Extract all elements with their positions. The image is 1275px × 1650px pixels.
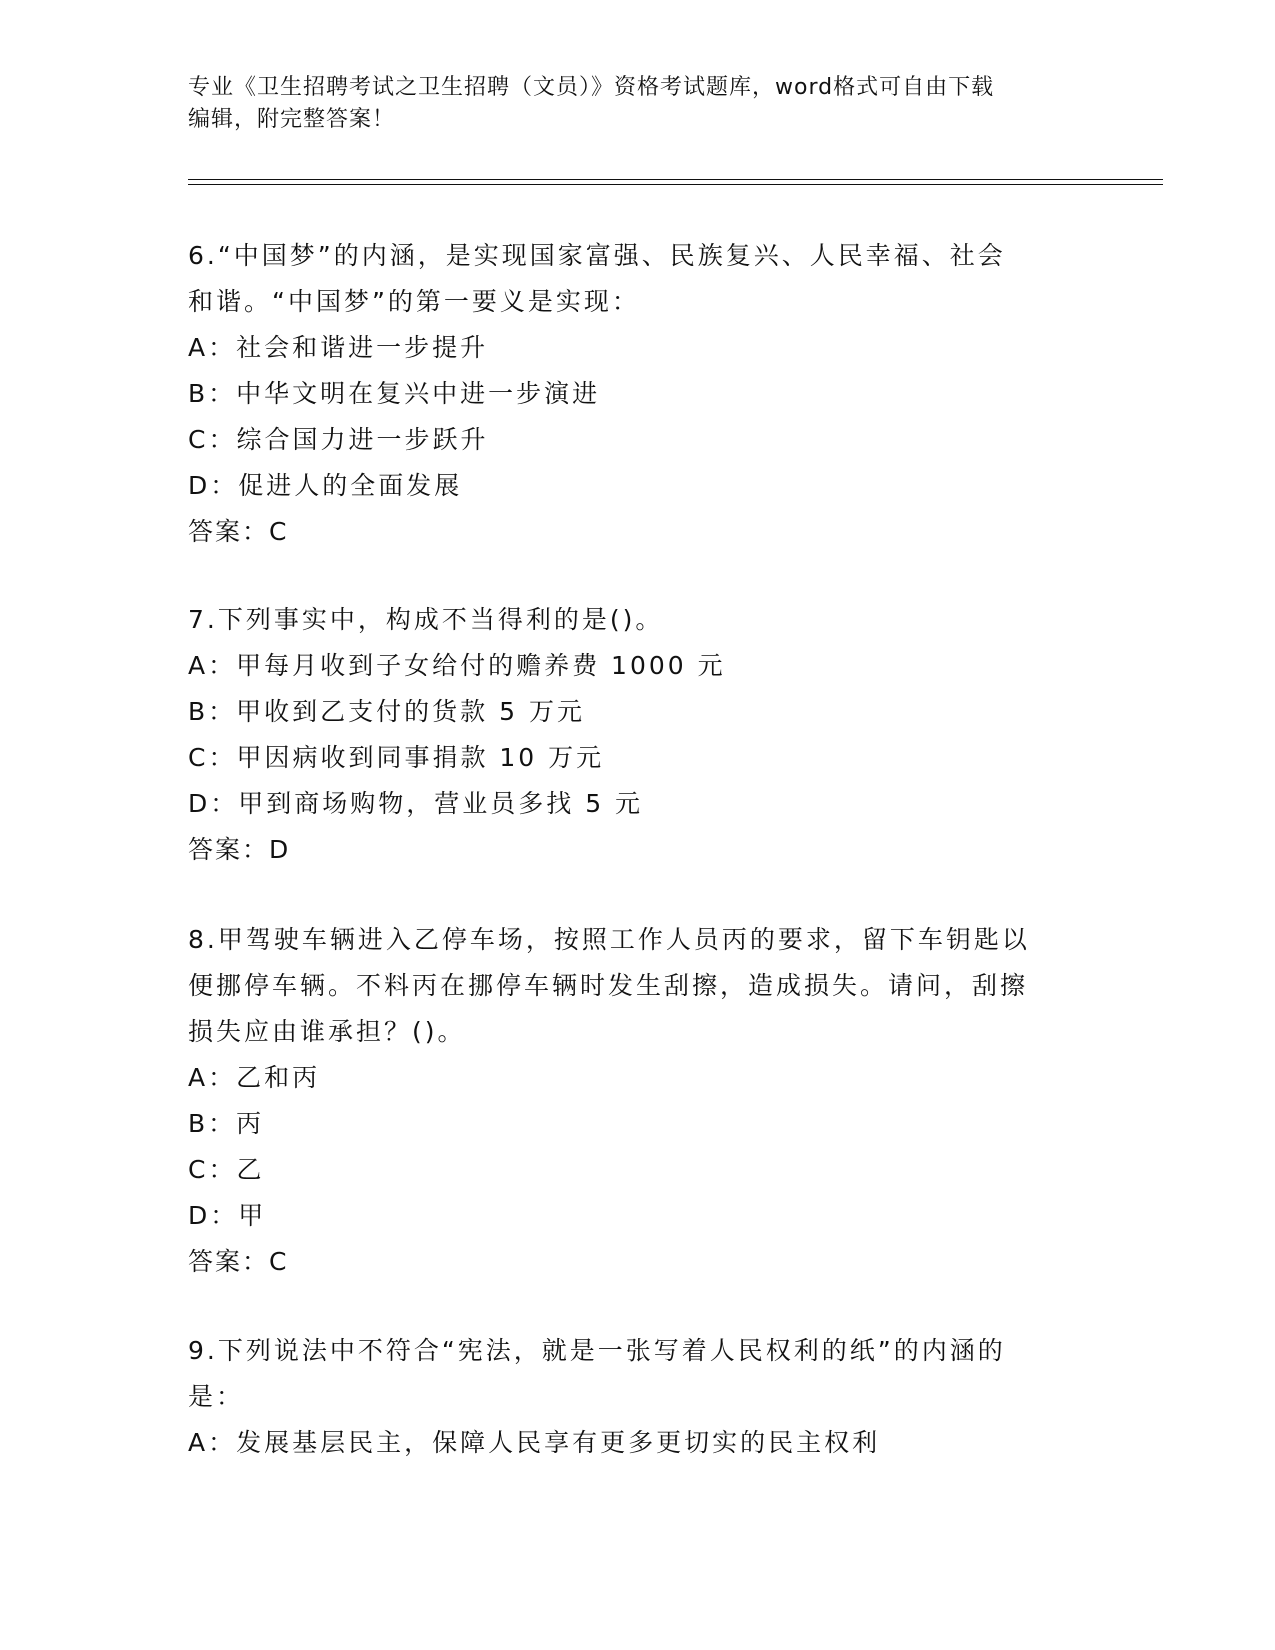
option-a: A：社会和谐进一步提升	[188, 333, 489, 362]
option-d: D：促进人的全面发展	[188, 471, 463, 500]
option-b: B：中华文明在复兴中进一步演进	[188, 379, 601, 408]
answer-label: 答案：C	[188, 1247, 289, 1276]
option-a: A：甲每月收到子女给付的赡养费 1000 元	[188, 651, 726, 680]
option-b: B：甲收到乙支付的货款 5 万元	[188, 697, 585, 726]
header-line-2: 编辑，附完整答案！	[188, 107, 396, 132]
question-8	[188, 917, 1068, 1285]
option-d: D：甲到商场购物，营业员多找 5 元	[188, 789, 644, 818]
option-c: C：综合国力进一步跃升	[188, 425, 489, 454]
answer-label: 答案：C	[188, 517, 289, 546]
question-stem-line: 损失应由谁承担？()。	[188, 1017, 466, 1046]
question-stem-line: 便挪停车辆。不料丙在挪停车辆时发生刮擦，造成损失。请问，刮擦	[188, 971, 1029, 1000]
header-line-1: 专业《卫生招聘考试之卫生招聘（文员）》资格考试题库，word格式可自由下载	[188, 75, 995, 100]
option-a: A：发展基层民主，保障人民享有更多更切实的民主权利	[188, 1428, 881, 1457]
question-9	[188, 1328, 1068, 1466]
question-stem-line: 6.“中国梦”的内涵，是实现国家富强、民族复兴、人民幸福、社会	[188, 241, 1006, 270]
option-a: A：乙和丙	[188, 1063, 321, 1092]
question-7	[188, 597, 1068, 873]
document-header	[188, 72, 1088, 136]
question-stem-line: 7.下列事实中，构成不当得利的是()。	[188, 605, 664, 634]
header-divider-top	[188, 179, 1163, 180]
question-stem-line: 8.甲驾驶车辆进入乙停车场，按照工作人员丙的要求，留下车钥匙以	[188, 925, 1030, 954]
question-stem-line: 是：	[188, 1382, 245, 1411]
question-6	[188, 233, 1068, 555]
answer-label: 答案：D	[188, 835, 291, 864]
question-stem-line: 9.下列说法中不符合“宪法，就是一张写着人民权利的纸”的内涵的	[188, 1336, 1006, 1365]
option-c: C：甲因病收到同事捐款 10 万元	[188, 743, 605, 772]
header-divider-bottom	[188, 184, 1163, 185]
option-c: C：乙	[188, 1155, 265, 1184]
option-d: D：甲	[188, 1201, 267, 1230]
option-b: B：丙	[188, 1109, 265, 1138]
question-stem-line: 和谐。“中国梦”的第一要义是实现：	[188, 287, 640, 316]
